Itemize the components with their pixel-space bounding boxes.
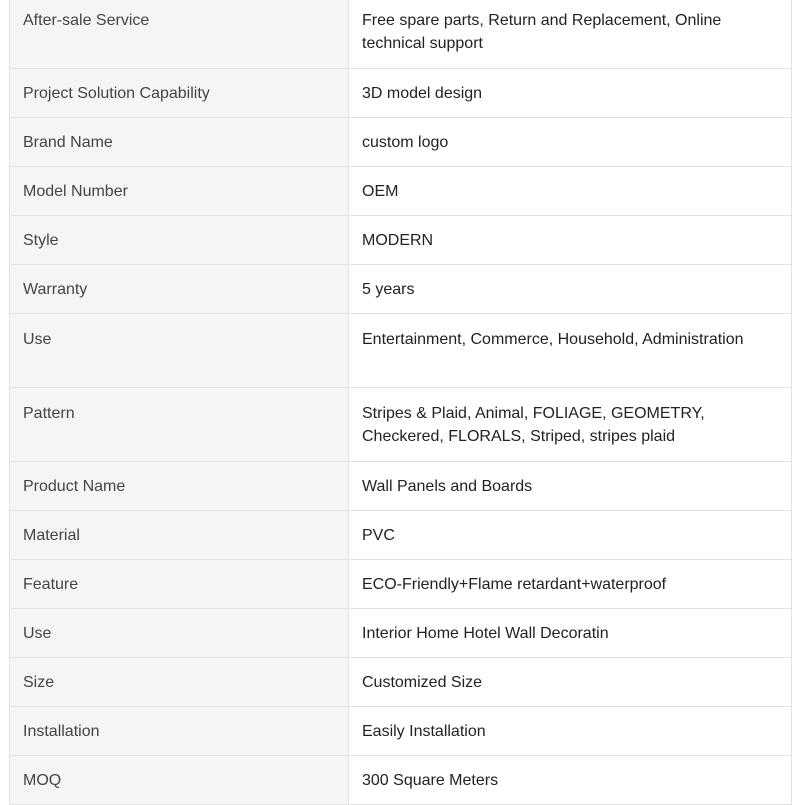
table-row (10, 609, 792, 658)
spec-value (349, 216, 792, 265)
spec-label (10, 609, 349, 658)
table-row (10, 216, 792, 265)
spec-value-text: Wall Panels and Boards (362, 478, 533, 495)
spec-label (10, 118, 349, 167)
spec-value-text: OEM (362, 183, 399, 200)
spec-label (10, 388, 349, 462)
spec-value (349, 609, 792, 658)
spec-label-text: Material (23, 527, 80, 544)
spec-label-text: Feature (23, 576, 79, 593)
spec-label-text: Use (23, 331, 52, 348)
spec-label-text: Brand Name (23, 134, 113, 151)
table-row (10, 388, 792, 462)
spec-label (10, 658, 349, 707)
table-row (10, 511, 792, 560)
table-row (10, 69, 792, 118)
table-row (10, 560, 792, 609)
spec-label (10, 707, 349, 756)
table-row (10, 265, 792, 314)
spec-value-text: ECO-Friendly+Flame retardant+waterproof (362, 576, 667, 593)
table-row (10, 118, 792, 167)
spec-value (349, 560, 792, 609)
spec-label-text: Size (23, 674, 55, 691)
spec-label-text: MOQ (23, 772, 62, 789)
spec-value (349, 118, 792, 167)
spec-value (349, 658, 792, 707)
spec-label (10, 265, 349, 314)
spec-label-text: Project Solution Capability (23, 85, 210, 102)
spec-label (10, 167, 349, 216)
spec-label (10, 560, 349, 609)
spec-value-text: Interior Home Hotel Wall Decoratin (362, 625, 609, 642)
spec-label-text: Style (23, 232, 59, 249)
spec-value (349, 707, 792, 756)
spec-value-text: 3D model design (362, 85, 483, 102)
spec-label-text: After-sale Service (23, 12, 150, 29)
spec-value (349, 0, 792, 69)
spec-label (10, 0, 349, 69)
product-spec-table (9, 0, 792, 805)
table-row (10, 756, 792, 805)
spec-value-text: MODERN (362, 232, 434, 249)
spec-value-text: Customized Size (362, 674, 483, 691)
spec-label-text: Use (23, 625, 52, 642)
spec-value-text: Stripes & Plaid, Animal, FOLIAGE, GEOMETRY, Checkered, FLORALS, Striped, stripes plaid (362, 405, 705, 445)
table-row (10, 167, 792, 216)
table-row (10, 658, 792, 707)
spec-value (349, 462, 792, 511)
spec-value-text: Easily Installation (362, 723, 486, 740)
spec-label-text: Model Number (23, 183, 128, 200)
table-row (10, 707, 792, 756)
spec-value (349, 388, 792, 462)
spec-value (349, 511, 792, 560)
spec-value-text: PVC (362, 527, 395, 544)
spec-label-text: Warranty (23, 281, 88, 298)
spec-value (349, 69, 792, 118)
table-row (10, 462, 792, 511)
spec-label-text: Pattern (23, 405, 75, 422)
spec-value-text: 300 Square Meters (362, 772, 499, 789)
spec-label-text: Product Name (23, 478, 126, 495)
table-row (10, 0, 792, 69)
spec-label (10, 69, 349, 118)
spec-value (349, 314, 792, 388)
spec-value-text: Free spare parts, Return and Replacement, Online technical support (362, 12, 722, 52)
spec-label (10, 462, 349, 511)
table-row (10, 314, 792, 388)
spec-label-text: Installation (23, 723, 100, 740)
spec-value-text: Entertainment, Commerce, Household, Administration (362, 331, 744, 348)
spec-value (349, 167, 792, 216)
spec-label (10, 314, 349, 388)
spec-value-text: custom logo (362, 134, 449, 151)
spec-label (10, 511, 349, 560)
spec-value-text: 5 years (362, 281, 415, 298)
spec-value (349, 265, 792, 314)
spec-value (349, 756, 792, 805)
spec-label (10, 216, 349, 265)
spec-label (10, 756, 349, 805)
